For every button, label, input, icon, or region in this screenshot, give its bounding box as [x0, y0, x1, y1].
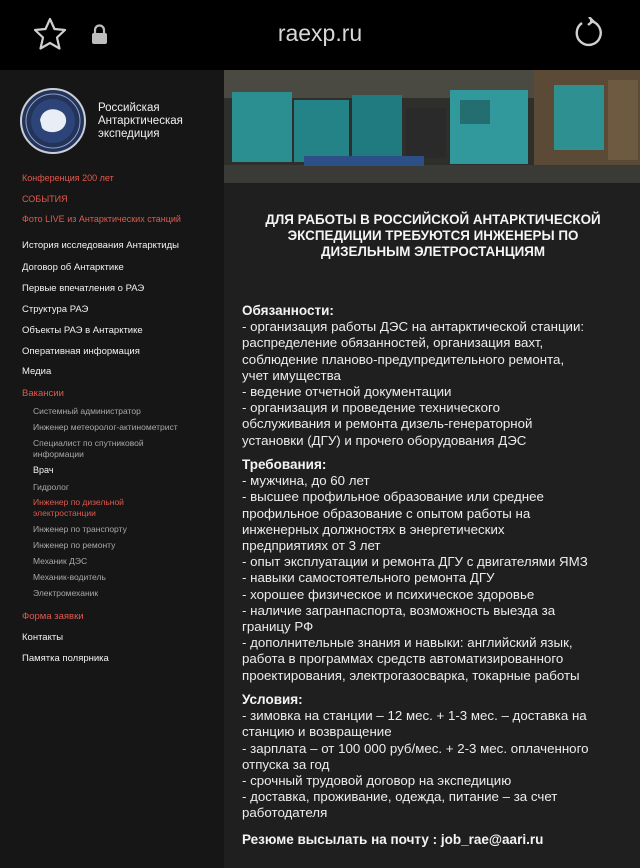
- vacancy-item-meteorologist[interactable]: Инженер метеоролог-актинометрист: [33, 422, 178, 432]
- requirements-line: - наличие загранпаспорта, возможность выезда за: [242, 602, 556, 618]
- requirements-line: работа в программах средств автоматизированного: [242, 651, 564, 667]
- sidebar-item-memo[interactable]: Памятка полярника: [22, 653, 109, 664]
- requirements-line: - высшее профильное образование или среднее: [242, 489, 544, 505]
- duties-section: [242, 303, 634, 449]
- org-name-line: Антарктическая: [98, 115, 183, 127]
- requirements-line: предприятиях от 3 лет: [242, 538, 381, 554]
- conditions-line: отпуска за год: [242, 756, 330, 772]
- sidebar-item-photo-live[interactable]: Фото LIVE из Антарктических станций: [22, 214, 181, 224]
- browser-toolbar: [0, 0, 640, 70]
- duties-line: установки (ДГУ) и прочего оборудования ДЭС: [242, 432, 527, 448]
- vacancy-item-hydrologist[interactable]: Гидролог: [33, 482, 69, 492]
- requirements-line: - хорошее физическое и психическое здоровье: [242, 586, 535, 602]
- duties-line: - ведение отчетной документации: [242, 384, 452, 400]
- sidebar-item-history[interactable]: История исследования Антарктиды: [22, 240, 179, 251]
- sidebar-item-contacts[interactable]: Контакты: [22, 632, 64, 643]
- requirements-line: - навыки самостоятельного ремонта ДГУ: [242, 570, 495, 586]
- vacancy-item-electromechanic[interactable]: Электромеханик: [33, 588, 99, 598]
- page-title-line: ДИЗЕЛЬНЫМ ЭЛЕТРОСТАНЦИЯМ: [320, 244, 546, 259]
- requirements-line: профильное образование с опытом работы на: [242, 505, 531, 521]
- duties-line: учет имущества: [242, 367, 341, 383]
- vacancy-item-satellite-cont[interactable]: информации: [33, 449, 84, 459]
- requirements-line: границу РФ: [242, 619, 314, 635]
- conditions-line: - зимовка на станции – 12 мес. + 1-3 мес. – доставка на: [242, 708, 587, 724]
- reload-icon[interactable]: [574, 17, 606, 49]
- vacancy-item-repair[interactable]: Инженер по ремонту: [33, 540, 116, 550]
- requirements-line: инженерных должностях в энергетических: [242, 521, 505, 537]
- vacancy-item-driver-mechanic[interactable]: Механик-водитель: [33, 572, 106, 582]
- conditions-line: - зарплата – от 100 000 руб/мес. + 2-3 мес. оплаченного: [242, 740, 589, 756]
- header-photo-diesel-generators: [224, 70, 640, 183]
- duties-line: распределение обязанностей, организация вахт,: [242, 335, 544, 351]
- vacancy-item-transport[interactable]: Инженер по транспорту: [33, 524, 127, 534]
- requirements-line: - мужчина, до 60 лет: [242, 473, 370, 489]
- sidebar-item-vacancies[interactable]: Вакансии: [22, 388, 64, 399]
- requirements-section: [242, 457, 634, 684]
- org-name-line: Российская: [98, 102, 160, 114]
- sidebar-item-events[interactable]: СОБЫТИЯ: [22, 194, 68, 204]
- vacancy-item-diesel-engineer[interactable]: Инженер по дизельной: [33, 497, 124, 507]
- duties-line: соблюдение планово-предупредительного ремонта,: [242, 351, 565, 367]
- org-name[interactable]: [98, 102, 183, 141]
- org-name-line: экспедиция: [98, 128, 160, 140]
- page-title: [242, 212, 624, 260]
- rae-logo[interactable]: [20, 88, 86, 154]
- sidebar-item-application-form[interactable]: Форма заявки: [22, 611, 84, 622]
- requirements-line: проектирования, электрогазосварка, токарные работы: [242, 667, 580, 683]
- sidebar-item-media[interactable]: Медиа: [22, 366, 52, 377]
- address-bar-url[interactable]: raexp.ru: [277, 20, 363, 46]
- sidebar-item-structure[interactable]: Структура РАЭ: [22, 304, 89, 315]
- conditions-line: станцию и возвращение: [242, 724, 392, 740]
- requirements-line: - дополнительные знания и навыки: английский язык,: [242, 635, 573, 651]
- vacancy-item-doctor[interactable]: Врач: [33, 465, 54, 475]
- vacancy-item-des-mechanic[interactable]: Механик ДЭС: [33, 556, 88, 566]
- conditions-line: работодателя: [242, 805, 328, 821]
- page-title-line: ЭКСПЕДИЦИИ ТРЕБУЮТСЯ ИНЖЕНЕРЫ ПО: [287, 228, 579, 243]
- antarctica-emblem-icon: [22, 90, 84, 152]
- duties-line: - организация работы ДЭС на антарктической станции:: [242, 319, 585, 335]
- sidebar-item-impressions[interactable]: Первые впечатления о РАЭ: [22, 283, 145, 294]
- sidebar-item-conference[interactable]: Конференция 200 лет: [22, 173, 114, 183]
- conditions-line: - доставка, проживание, одежда, питание – за счет: [242, 789, 558, 805]
- vacancy-item-diesel-engineer-cont[interactable]: электростанции: [33, 508, 96, 518]
- vacancy-item-sysadmin[interactable]: Системный администратор: [33, 406, 141, 416]
- sidebar-item-operative-info[interactable]: Оперативная информация: [22, 346, 140, 357]
- sidebar-item-treaty[interactable]: Договор об Антарктике: [22, 262, 124, 273]
- duties-line: обслуживания и ремонта дизель-генераторной: [242, 416, 533, 432]
- duties-heading: Обязанности:: [242, 303, 334, 318]
- sidebar-item-objects[interactable]: Объекты РАЭ в Антарктике: [22, 325, 143, 336]
- requirements-line: - опыт эксплуатации и ремонта ДГУ с двигателями ЯМЗ: [242, 554, 588, 570]
- duties-line: - организация и проведение технического: [242, 400, 500, 416]
- page-title-line: ДЛЯ РАБОТЫ В РОССИЙСКОЙ АНТАРКТИЧЕСКОЙ: [265, 212, 601, 227]
- requirements-heading: Требования:: [242, 457, 327, 472]
- conditions-heading: Условия:: [242, 692, 303, 707]
- vacancy-item-satellite[interactable]: Специалист по спутниковой: [33, 438, 144, 448]
- conditions-line: - срочный трудовой договор на экспедицию: [242, 773, 512, 789]
- conditions-section: [242, 692, 634, 822]
- resume-email-line[interactable]: Резюме высылать на почту : job_rae@aari.ru: [242, 832, 544, 847]
